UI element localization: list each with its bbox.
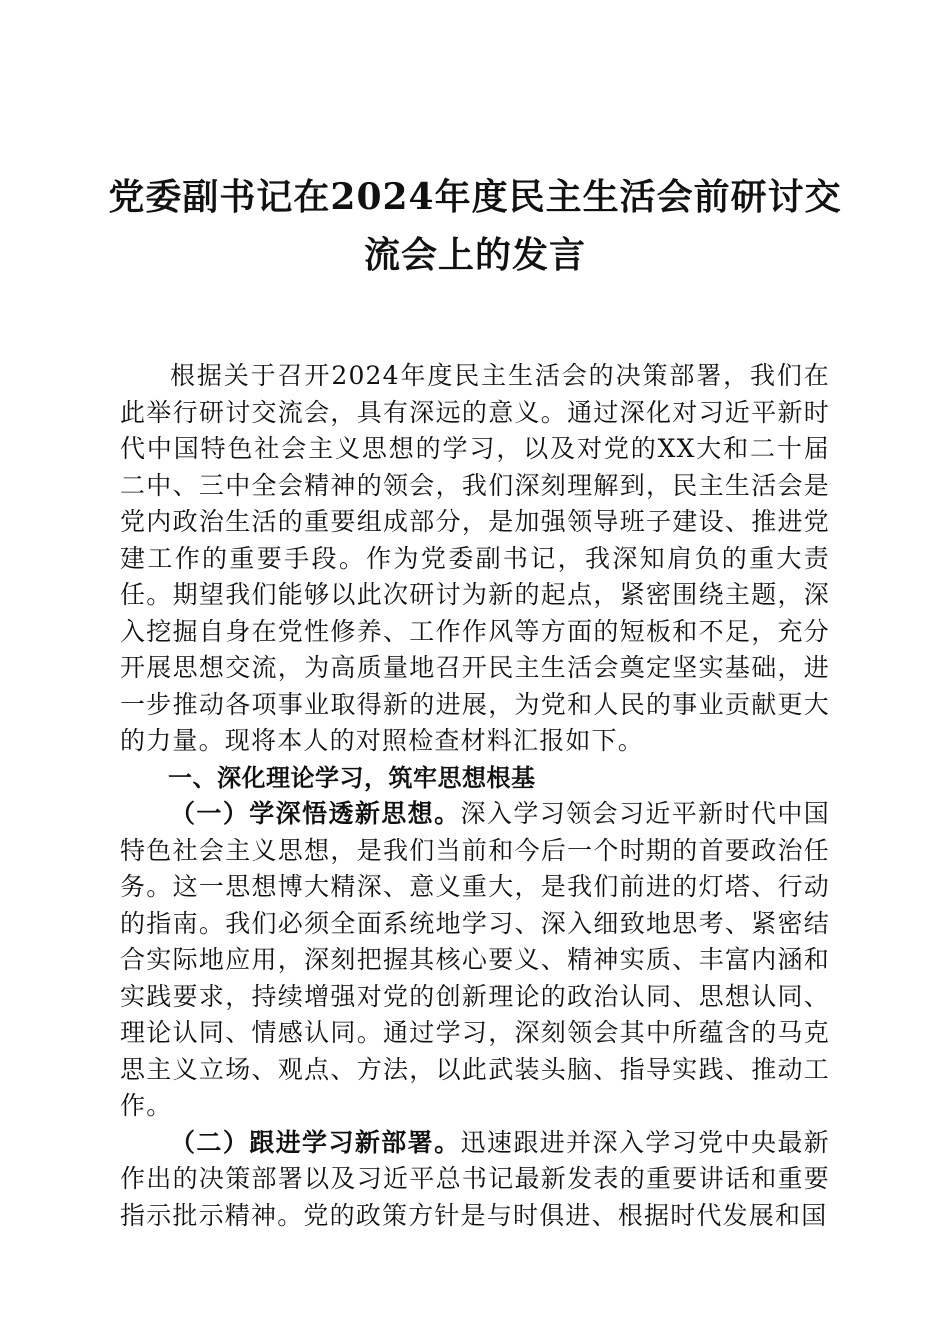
document-title — [80, 168, 870, 284]
title-line-1: 党委副书记在2024年度民主生活会前研讨交 — [108, 176, 842, 218]
subsection-1-paragraph — [120, 796, 830, 1125]
intro-paragraph: 根据关于召开2024年度民主生活会的决策部署，我们在此举行研讨交流会，具有深远的意义。通过深化对习近平新时代中国特色社会主义思想的学习，以及对党的XX大和二十届二中、三中全会精神的领会，我们深刻理解到，民主生活会是党内政治生活的重要组成部分，是加强领导班子建设、推进党建工作的重要手段。作为党委副书记，我深知肩负的重大责任。期望我们能够以此次研讨为新的起点，紧密围绕主题，深入挖掘自身在党性修养、工作作风等方面的短板和不足，充分开展思想交流，为高质量地召开民主生活会奠定坚实基础，进一步推动各项事业取得新的进展，为党和人民的事业贡献更大的力量。现将本人的对照检查材料汇报如下。 — [120, 361, 830, 755]
subsection-2-text: 迅速跟进并深入学习党中央最新作出的决策部署以及习近平总书记最新发表的重要讲话和重要指示批示精神。党的政策方针是与时俱进、根据时代发展和国 — [120, 1127, 831, 1230]
subsection-1-lead: （一）学深悟透新思想。 — [170, 799, 461, 828]
document-body — [120, 358, 830, 1234]
subsection-2-lead: （二）跟进学习新部署。 — [170, 1127, 461, 1157]
subsection-1-text: 深入学习领会习近平新时代中国特色社会主义思想，是我们当前和今后一个时期的首要政治任务。这一思想博大精深、意义重大，是我们前进的灯塔、行动的指南。我们必须全面系统地学习、深入细致地思考、紧密结合实际地应用，深刻把握其核心要义、精神实质、丰富内涵和实践要求，持续增强对党的创新理论的政治认同、思想认同、理论认同、情感认同。通过学习，深刻领会其中所蕴含的马克思主义立场、观点、方法，以此武装头脑、指导实践、推动工作。 — [120, 799, 831, 1120]
section-1-heading: 一、深化理论学习，筑牢思想根基 — [168, 763, 536, 792]
title-line-2: 流会上的发言 — [363, 234, 586, 276]
subsection-2-paragraph — [120, 1125, 830, 1235]
